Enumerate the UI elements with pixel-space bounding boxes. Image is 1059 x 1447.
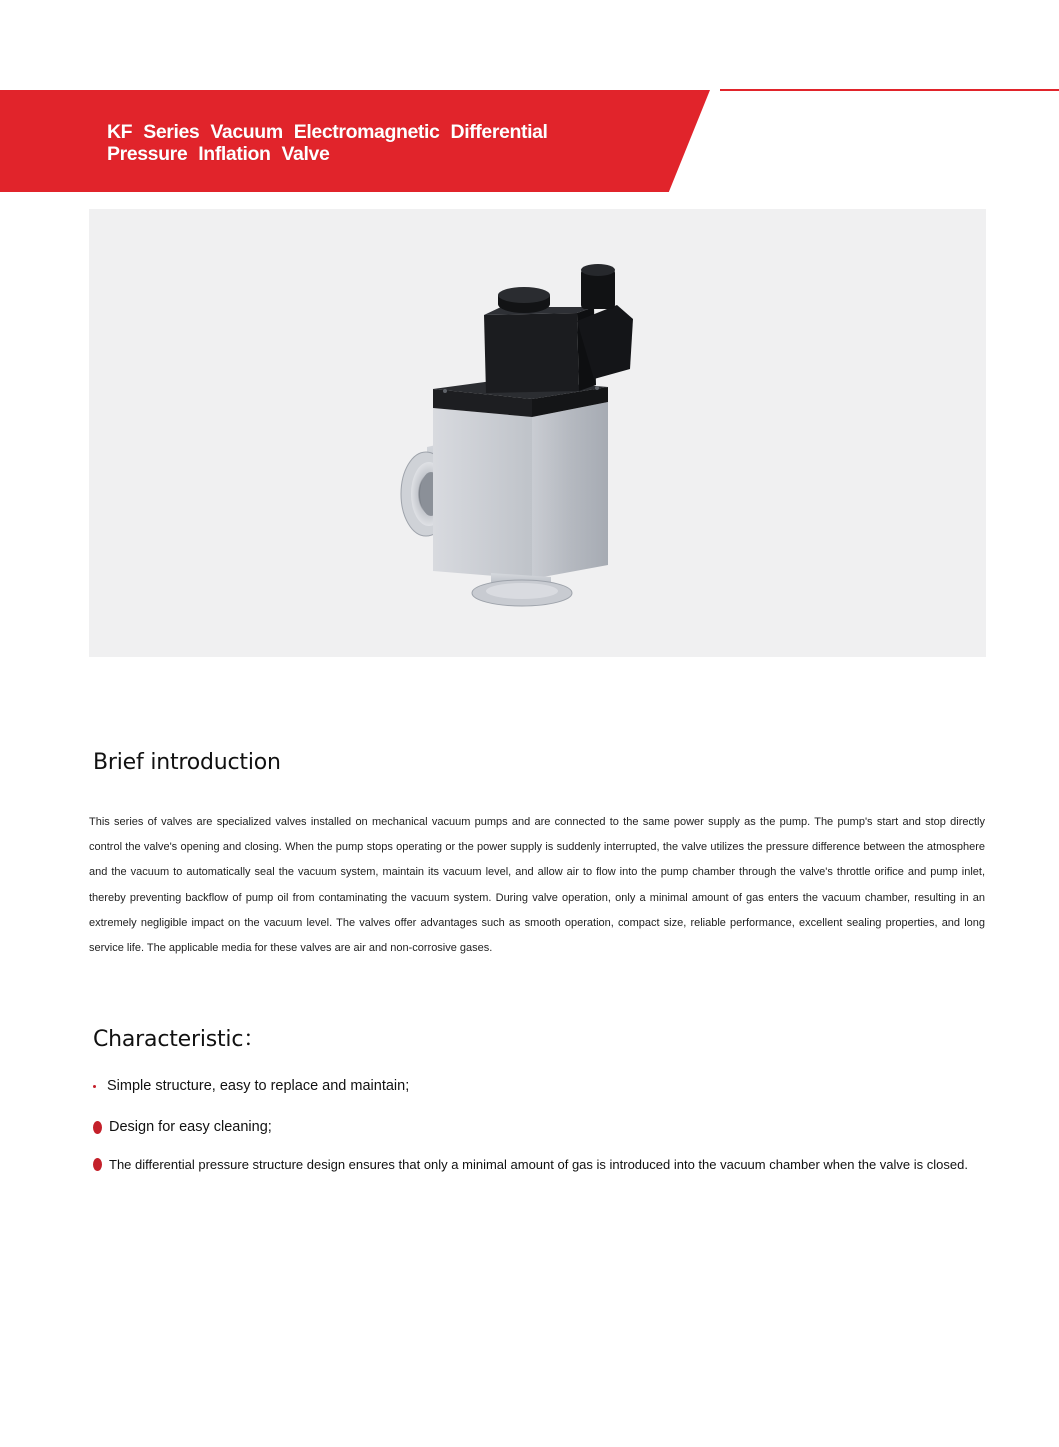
- bullet-dot-icon: [93, 1121, 102, 1134]
- list-item-label: Design for easy cleaning;: [109, 1119, 272, 1135]
- list-item: [93, 1157, 968, 1172]
- valve-illustration: [89, 209, 986, 657]
- list-item-label: Simple structure, easy to replace and maintain;: [107, 1078, 410, 1094]
- header-divider: [720, 89, 1059, 91]
- list-item: [93, 1119, 272, 1135]
- product-photo: [89, 209, 986, 657]
- list-item-label: The differential pressure structure design ensures that only a minimal amount of gas is introduced into the vacuum chamber when the valve is closed.: [109, 1157, 968, 1172]
- page-title: KF Series Vacuum Electromagnetic Differential Pressure Inflation Valve: [107, 121, 548, 165]
- intro-paragraph: This series of valves are specialized valves installed on mechanical vacuum pumps and are connected to the same power supply as the pump. The pump's start and stop directly control the valve's opening and closing. When the pump stops operating or the power supply is suddenly interrupted, the valve utilizes the pressure difference between the atmosphere and the vacuum to automatically seal the vacuum system, maintain its vacuum level, and allow air to flow into the pump chamber through the valve's throttle orifice and pump inlet, thereby preventing backflow of pump oil from contaminating the vacuum system. During valve operation, only a minimal amount of gas enters the vacuum chamber, resulting in an extremely negligible impact on the vacuum level. The valves offer advantages such as smooth operation, compact size, reliable performance, excellent sealing properties, and long service life. The applicable media for these valves are air and non-corrosive gases.: [89, 816, 985, 955]
- section-heading-intro: Brief introduction: [93, 750, 281, 775]
- section-heading-characteristics: Characteristic：: [93, 1027, 266, 1052]
- bullet-dot-icon: [93, 1085, 96, 1088]
- list-item: [93, 1078, 409, 1094]
- bullet-dot-icon: [93, 1158, 102, 1171]
